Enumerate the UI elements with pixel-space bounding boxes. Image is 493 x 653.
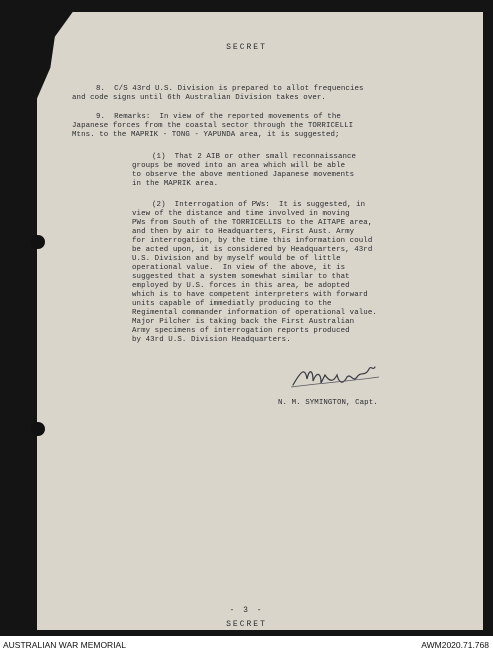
sub2-line: operational value. In view of the above, it is <box>132 264 346 272</box>
archive-reference: AWM2020.71.768 <box>421 640 489 650</box>
handwritten-signature <box>291 363 381 391</box>
para8-line: and code signs until 6th Australian Division takes over. <box>72 94 326 102</box>
sub2-line: Regimental commander information of operational value. <box>132 309 377 317</box>
para8-line: 8. C/S 43rd U.S. Division is prepared to allot frequencies <box>96 85 364 93</box>
classification-header: SECRET <box>226 43 267 52</box>
sub2-line: units capable of immediatly producing to the <box>132 300 332 308</box>
sub2-line: suggested that a system somewhat similar to that <box>132 273 350 281</box>
archive-footer-bar <box>0 636 493 653</box>
sub1-line: groups be moved into an area which will be able <box>132 162 346 170</box>
para9-line: 9. Remarks: In view of the reported movements of the <box>96 113 341 121</box>
sub1-line: (1) That 2 AIB or other small reconnaissance <box>152 153 357 161</box>
sub2-line: (2) Interrogation of PWs: It is suggested, in <box>152 201 366 209</box>
sub2-line: Army specimens of interrogation reports produced <box>132 327 350 335</box>
sub2-line: and then by air to Headquarters, First Aust. Army <box>132 228 355 236</box>
sub1-line: to observe the above mentioned Japanese movements <box>132 171 355 179</box>
punch-hole <box>31 422 45 436</box>
sub2-line: employed by U.S. forces in this area, be adopted <box>132 282 350 290</box>
sub1-line: in the MAPRIK area. <box>132 180 219 188</box>
signature-name: N. M. SYMINGTON, Capt. <box>278 399 378 407</box>
classification-footer: SECRET <box>226 620 267 629</box>
page-number: - 3 - <box>229 606 264 615</box>
para9-line: Mtns. to the MAPRIK - TONG - YAPUNDA area, it is suggested; <box>72 131 340 139</box>
archive-name: AUSTRALIAN WAR MEMORIAL <box>3 640 126 650</box>
para9-line: Japanese forces from the coastal sector through the TORRICELLI <box>72 122 354 130</box>
sub2-line: view of the distance and time involved in moving <box>132 210 350 218</box>
sub2-line: which is to have competent interpreters with forward <box>132 291 368 299</box>
sub2-line: PWs from South of the TORRICELLIS to the AITAPE area, <box>132 219 373 227</box>
sub2-line: by 43rd U.S. Division Headquarters. <box>132 336 291 344</box>
sub2-line: U.S. Division and by myself would be of little <box>132 255 341 263</box>
punch-hole <box>31 235 45 249</box>
sub2-line: for interrogation, by the time this information could <box>132 237 373 245</box>
sub2-line: Major Pilcher is taking back the First Australian <box>132 318 355 326</box>
sub2-line: be acted upon, it is considered by Headquarters, 43rd <box>132 246 373 254</box>
